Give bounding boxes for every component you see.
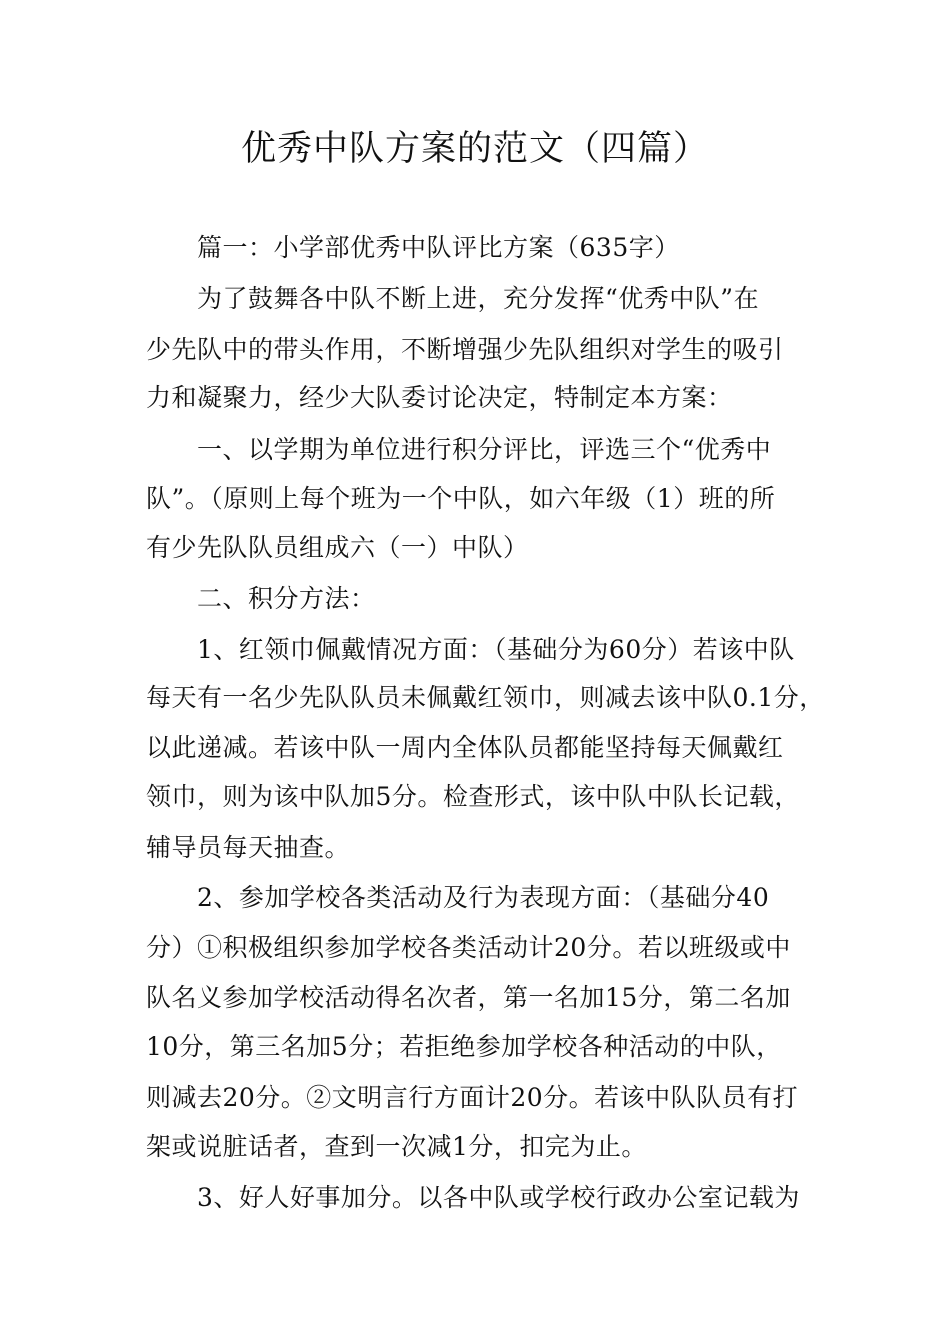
- paragraph-line: 辅导员每天抽查。: [146, 833, 351, 862]
- paragraph-line: 一、以学期为单位进行积分评比，评选三个“优秀中: [197, 435, 772, 464]
- paragraph-line: 2、参加学校各类活动及行为表现方面：（基础分40: [197, 883, 770, 912]
- paragraph-line: 有少先队队员组成六（一）中队）: [146, 533, 529, 562]
- paragraph-line: 10分，第三名加5分；若拒绝参加学校各种活动的中队，: [146, 1032, 782, 1061]
- paragraph-line: 为了鼓舞各中队不断上进，充分发挥“优秀中队”在: [197, 284, 760, 313]
- paragraph-line: 以此递减。若该中队一周内全体队员都能坚持每天佩戴红: [146, 733, 784, 762]
- paragraph-line: 则减去20分。②文明言行方面计20分。若该中队队员有打: [146, 1083, 799, 1112]
- paragraph-line: 少先队中的带头作用，不断增强少先队组织对学生的吸引: [146, 335, 784, 364]
- paragraph-line: 架或说脏话者，查到一次减1分，扣完为止。: [146, 1132, 647, 1161]
- paragraph-line: 3、好人好事加分。以各中队或学校行政办公室记载为: [197, 1183, 800, 1212]
- paragraph-line: 力和凝聚力，经少大队委讨论决定，特制定本方案：: [146, 383, 733, 412]
- paragraph-line: 队名义参加学校活动得名次者，第一名加15分，第二名加: [146, 983, 791, 1012]
- document-title: 优秀中队方案的范文（四篇）: [240, 129, 709, 169]
- paragraph-line: 分）①积极组织参加学校各类活动计20分。若以班级或中: [146, 933, 791, 962]
- section-heading: 篇一：小学部优秀中队评比方案（635字）: [197, 233, 680, 262]
- paragraph-line: 每天有一名少先队队员未佩戴红领巾，则减去该中队0.1分，: [146, 683, 825, 712]
- paragraph-line: 领巾，则为该中队加5分。检查形式，该中队中队长记载，: [146, 782, 800, 811]
- paragraph-line: 队”。（原则上每个班为一个中队，如六年级（1）班的所: [146, 484, 776, 513]
- section-heading: 二、积分方法：: [197, 584, 376, 613]
- paragraph-line: 1、红领巾佩戴情况方面：（基础分为60分）若该中队: [197, 635, 795, 664]
